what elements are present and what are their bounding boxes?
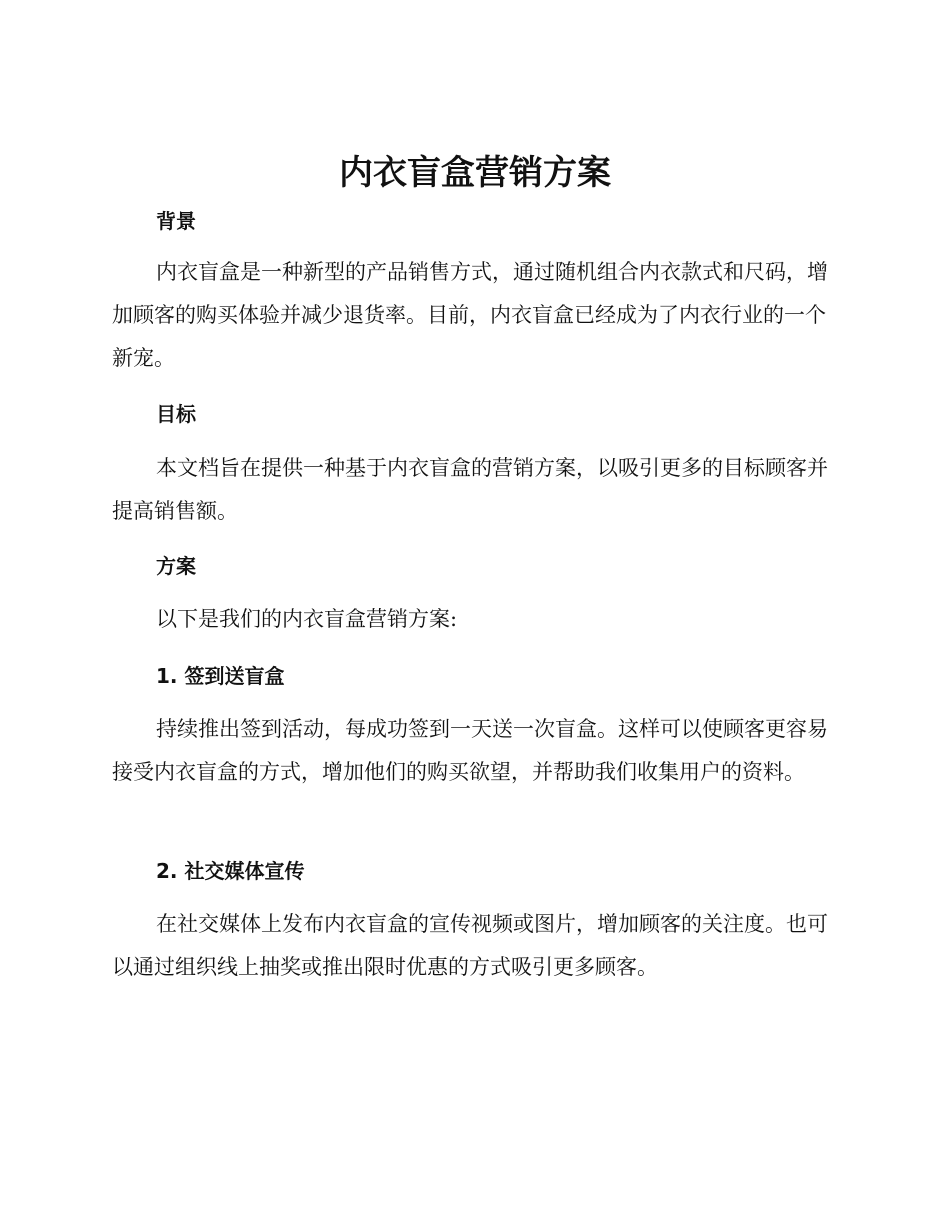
section-paragraph-plan: 以下是我们的内衣盲盒营销方案: (156, 607, 458, 631)
section-paragraph-checkin: 持续推出签到活动，每成功签到一天送一次盲盒。这样可以使顾客更容易接受内衣盲盒的方式，增加他们的购买欲望，并帮助我们收集用户的资料。 (112, 717, 828, 784)
section-paragraph-social-media: 在社交媒体上发布内衣盲盒的宣传视频或图片，增加顾客的关注度。也可以通过组织线上抽奖或推出限时优惠的方式吸引更多顾客。 (112, 912, 828, 979)
section-heading-goal: 目标 (156, 402, 196, 426)
section-heading-background: 背景 (156, 209, 196, 233)
section-heading-plan: 方案 (156, 554, 196, 578)
document-title: 内衣盲盒营销方案 (339, 153, 611, 193)
section-heading-checkin: 1. 签到送盲盒 (156, 664, 285, 688)
section-paragraph-background: 内衣盲盒是一种新型的产品销售方式，通过随机组合内衣款式和尺码，增加顾客的购买体验并减少退货率。目前，内衣盲盒已经成为了内衣行业的一个新宠。 (112, 260, 828, 370)
section-paragraph-goal: 本文档旨在提供一种基于内衣盲盒的营销方案，以吸引更多的目标顾客并提高销售额。 (112, 456, 828, 523)
section-heading-social-media: 2. 社交媒体宣传 (156, 859, 305, 883)
